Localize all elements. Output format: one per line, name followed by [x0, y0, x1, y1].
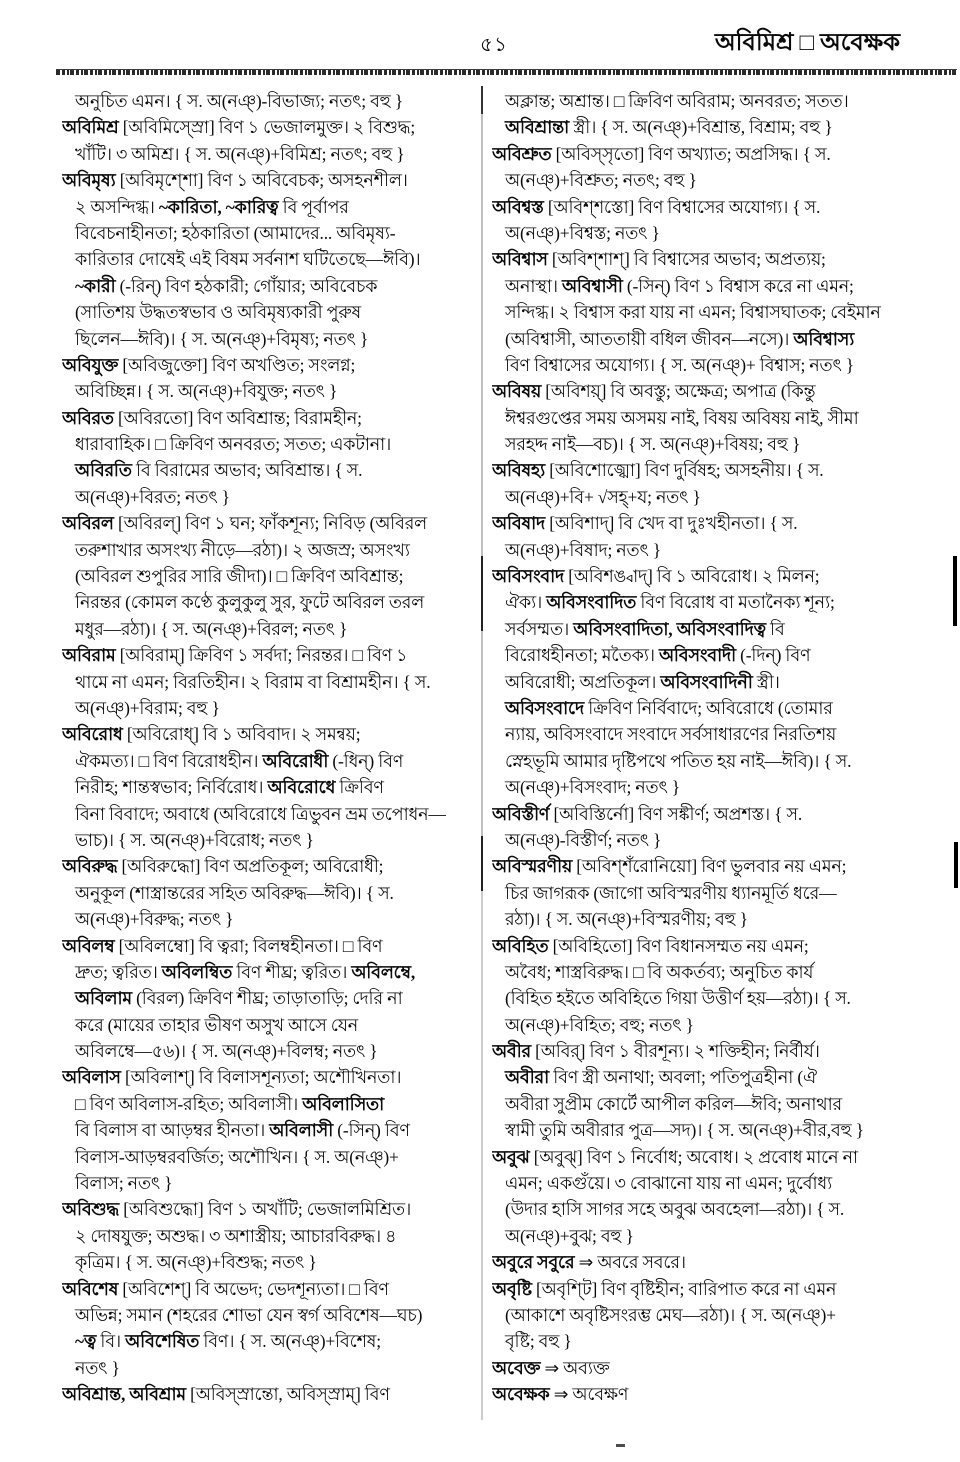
headword: অবিসংবাদ	[492, 566, 565, 587]
entry-text: [অবিজুক্তো] বিণ অখণ্ডিত; সংলগ্ন;	[118, 354, 356, 375]
entry-text: বিরোধহীনতা; মতৈক্য।	[505, 645, 659, 666]
entry-text: (আকাশে অবৃষ্টিসংরম্ভ মেঘ—রঠা)। { স. অ(নঞ্)+	[505, 1304, 836, 1325]
dictionary-line	[492, 299, 958, 325]
entry-text: অ(নঞ্)-বিস্তীর্ণ; নতৎ }	[505, 829, 662, 850]
headword: অবিলাসিতা	[302, 1093, 385, 1114]
headword: অবিলম্বে,	[351, 961, 416, 982]
entry-text: বিবেচনাহীনতা; হঠকারিতা (আমাদের... অবিমৃষ্য-	[75, 222, 396, 243]
headword: অবিশ্রান্তা	[505, 117, 570, 138]
entry-text: (বিহিত হইতে অবিহিতে গিয়া উত্তীর্ণ হয়—রঠা)। { স.	[505, 988, 851, 1009]
headword: অবিমিশ্র	[62, 117, 119, 138]
entry-text: (-ধিন্) বিণ	[328, 750, 404, 771]
headword: অবুরে সবুরে	[492, 1252, 575, 1273]
entry-text: [অবৃশ্টি] বিণ বৃষ্টিহীন; বারিপাত করে না এমন	[531, 1278, 837, 1299]
entry-text: অ(নঞ্)+বিরাম; বহু }	[75, 697, 220, 718]
entry-text: অ(নঞ্)+বুঝ; বহু }	[505, 1225, 634, 1246]
entry-text: থামে না এমন; বিরতিহীন। ২ বিরাম বা বিশ্রামহীন। { স.	[75, 671, 431, 692]
headword: অবিশ্রুত	[492, 143, 552, 164]
dictionary-line	[492, 114, 958, 140]
entry-text: সর্বসম্মত।	[505, 618, 574, 639]
entry-text: কৃত্রিম। { স. অ(নঞ্)+বিশুদ্ধ; নতৎ }	[75, 1252, 317, 1273]
dictionary-line	[492, 1355, 958, 1381]
entry-text: [অবিশঙ্বাদ্] বি ১ অবিরোধ। ২ মিলন;	[564, 566, 820, 587]
entry-text: বি	[765, 618, 785, 639]
headword: অবিস্তীর্ণ	[492, 803, 550, 824]
dictionary-line	[62, 616, 474, 642]
entry-text: রঠা)। { স. অ(নঞ্)+বিস্মরণীয়; বহু }	[505, 909, 748, 930]
entry-text: অনুচিত এমন। { স. অ(নঞ্)-বিভাজ্য; নতৎ; বহু }	[75, 91, 403, 111]
entry-text: (বিরল) ক্রিবিণ শীঘ্র; তাড়াতাড়ি; দেরি না	[131, 988, 403, 1009]
headword: অবিরোধী	[262, 750, 329, 771]
dictionary-line	[62, 1328, 474, 1354]
dictionary-line	[62, 273, 474, 299]
entry-text: (অবিশ্বাসী, আততায়ী বধিল জীবন—নসে)।	[505, 328, 794, 349]
dictionary-line	[492, 352, 958, 378]
dictionary-line	[492, 1012, 958, 1038]
dictionary-line	[492, 1223, 958, 1249]
entry-text: নতৎ }	[75, 1357, 120, 1378]
dictionary-line	[62, 1038, 474, 1064]
entry-text: ধারাবাহিক। □ ক্রিবিণ অনবরত; সতত; একটানা।	[75, 434, 392, 455]
column-divider	[481, 86, 483, 1420]
dictionary-line	[492, 378, 958, 404]
dictionary-line	[492, 880, 958, 906]
entry-text: [অবিশ্শাশ্] বি বিশ্বাসের অভাব; অপ্রত্যয়;	[547, 249, 826, 270]
headword: অবিস্মরণীয়	[492, 856, 573, 877]
headword: অবিশ্বাস	[492, 249, 548, 270]
entry-text: [অবিশুদ্ধো] বিণ ১ অখাঁটি; ভেজালমিশ্রিত।	[119, 1199, 412, 1220]
dictionary-line	[62, 985, 474, 1011]
entry-text: [অবিরোধ্] বি ১ অবিবাদ। ২ সমন্বয়;	[122, 724, 361, 745]
entry-text: [অবিমিস্স্রো] বিণ ১ ভেজালমুক্ত। ২ বিশুদ্ধ;	[118, 117, 415, 138]
headword: অবিশুদ্ধ	[62, 1199, 120, 1220]
entry-text: অ(নঞ্)+বিশ্রুত; নতৎ; বহু }	[505, 170, 697, 191]
entry-text: মধুর—রঠা)। { স. অ(নঞ্)+বিরল; নতৎ }	[75, 618, 348, 639]
scan-artifact	[953, 556, 957, 626]
entry-text: [অবিশোজ্ঝো] বিণ দুর্বিষহ; অসহনীয়। { স.	[545, 460, 824, 481]
dictionary-line	[492, 1302, 958, 1328]
entry-text: অবিচ্ছিন্ন। { স. অ(নঞ্)+বিযুক্ত; নতৎ }	[75, 381, 338, 402]
entry-text: অবিলম্বে—৫৬)। { স. অ(নঞ্)+বিলম্ব; নতৎ }	[75, 1041, 378, 1062]
entry-text: কারিতার দোষেই এই বিষম সর্বনাশ ঘটিতেছে—ঈবি)।	[75, 249, 421, 270]
entry-text: অভিন্ন; সমান (শহরের শোভা যেন স্বর্গ অবিশেষ—ঘচ)	[75, 1304, 423, 1325]
dictionary-line	[62, 748, 474, 774]
entry-text: অ(নঞ্)+বিহিত; বহু; নতৎ }	[505, 1014, 694, 1035]
entry-text: বিণ বিশ্বাসের অযোগ্য। { স. অ(নঞ্)+ বিশ্বাস; নতৎ }	[505, 354, 855, 375]
headword: অবিসংবাদিনী	[660, 671, 753, 692]
dictionary-line	[62, 1381, 474, 1407]
headword: অবিলম্ব	[62, 935, 115, 956]
dictionary-line	[62, 299, 474, 325]
dictionary-line	[62, 431, 474, 457]
entry-text: বি।	[96, 1331, 126, 1352]
headword: অবিরতি	[75, 460, 132, 481]
dictionary-line	[492, 959, 958, 985]
entry-text: [অবিলাশ্] বি বিলাসশূন্যতা; অশৌখিনতা।	[120, 1067, 402, 1088]
dictionary-line	[62, 484, 474, 510]
entry-text: ২ অসন্দিগ্ধ।	[75, 196, 159, 217]
dictionary-line	[492, 563, 958, 589]
headword: অবিশ্বাসী	[561, 275, 623, 296]
entry-text: অ(নঞ্)+বিষাদ; নতৎ }	[505, 539, 662, 560]
headword: অবিরোধে	[267, 777, 336, 798]
entry-text: ঈশ্বরগুপ্তের সময় অসময় নাই, বিষয় অবিষয় নাই, সীমা	[505, 407, 859, 428]
dictionary-line	[492, 721, 958, 747]
dictionary-line	[62, 1170, 474, 1196]
entry-text: অ(নঞ্)+বি+ √সহ্+য; নতৎ }	[505, 486, 701, 507]
entry-text: [অবিস্তির্নো] বিণ সঙ্কীর্ণ; অপ্রশস্ত। { স.	[549, 803, 803, 824]
headword: অবিশ্বাস্য	[793, 328, 855, 349]
entry-text: [অবিহিতো] বিণ বিধানসম্মত নয় এমন;	[548, 935, 809, 956]
entry-text: [অবিশ্শস্তো] বিণ বিশ্বাসের অযোগ্য। { স.	[543, 196, 821, 217]
entry-text: স্নেহভূমি আমার দৃষ্টিপথে পতিত হয় নাই—ঈবি)। { স.	[505, 750, 852, 771]
entry-text: ⇒ অবরে সবরে।	[574, 1252, 686, 1273]
entry-text: [অবিশয়্] বি অবস্তু; অক্ষেত্র; অপাত্র (কিন্তু	[541, 381, 816, 402]
entry-text: বি পূর্বাপর	[278, 196, 349, 217]
entry-text: (অবিরল শুপুরির সারি জীদা)। □ ক্রিবিণ অবিশ্রান্ত;	[75, 566, 404, 587]
dictionary-line	[62, 880, 474, 906]
dictionary-line	[62, 1196, 474, 1222]
dictionary-line	[492, 220, 958, 246]
entry-text: (-রিন্) বিণ হঠকারী; গোঁয়ার; অবিবেচক	[115, 275, 378, 296]
dictionary-line	[62, 246, 474, 272]
entry-text: বিলাস; নতৎ }	[75, 1173, 173, 1194]
column-left	[62, 88, 474, 1422]
entry-text: ন্যায়, অবিসংবাদে সংবাদে সর্বসাধারণের নিরতিশয়	[505, 724, 837, 745]
scan-artifact	[616, 1444, 625, 1447]
entry-text: বৃষ্টি; বহু }	[505, 1331, 572, 1352]
dictionary-line	[492, 933, 958, 959]
entry-text: স্বামী তুমি অবীরার পুত্র—সদ)। { স. অ(নঞ্)+বীর,বহু }	[505, 1120, 864, 1141]
dictionary-line	[492, 1381, 958, 1407]
dictionary-line	[62, 721, 474, 747]
entry-text: খাঁটি। ৩ অমিশ্র। { স. অ(নঞ্)+বিমিশ্র; নতৎ; বহু }	[75, 143, 405, 164]
entry-text: [অবিশ্শঁরোনিয়ো] বিণ ভুলবার নয় এমন;	[572, 856, 847, 877]
entry-text: [অবির্] বিণ ১ বীরশূন্য। ২ শক্তিহীন; নির্বীর্য।	[530, 1041, 820, 1062]
dictionary-line	[492, 1196, 958, 1222]
headword: ~কারিতা, ~কারিত্ব	[158, 196, 279, 217]
entry-text: □ বিণ অবিলাস-রহিত; অবিলাসী।	[75, 1093, 303, 1114]
entry-text: [অবিস্স্রান্তো, অবিস্স্রাম্] বিণ	[185, 1384, 390, 1405]
headword: অবেক্ষক	[492, 1384, 550, 1405]
headword: অবিরল	[62, 513, 114, 534]
entry-text: ২ দোষযুক্ত; অশুদ্ধ। ৩ অশাস্ত্রীয়; আচারবিরুদ্ধ। ৪	[75, 1225, 397, 1246]
dictionary-line	[62, 563, 474, 589]
dictionary-line	[492, 537, 958, 563]
dictionary-line	[492, 853, 958, 879]
entry-text: নিরন্তর (কোমল কণ্ঠে কুলুকুলু সুর, ফুটে অবিরল তরল	[75, 592, 425, 613]
entry-text: বিণ বিরোধ বা মতানৈক্য শূন্য;	[636, 592, 835, 613]
dictionary-line	[492, 273, 958, 299]
headword: অবিরোধ	[62, 724, 123, 745]
headword: অবিরাম	[62, 645, 116, 666]
headword: ~ত্ব	[75, 1331, 97, 1352]
headword: অবিশেষিত	[125, 1331, 200, 1352]
dictionary-line	[62, 695, 474, 721]
dictionary-line	[492, 246, 958, 272]
entry-text: অ(নঞ্)+বিরত; নতৎ }	[75, 486, 230, 507]
dictionary-line	[492, 1117, 958, 1143]
entry-text: বিণ শীঘ্র; ত্বরিত।	[232, 961, 352, 982]
entry-text: স্ত্রী। { স. অ(নঞ্)+বিশ্রান্ত, বিশ্রাম; বহু }	[569, 117, 833, 138]
entry-text: এমন; একগুঁয়ে। ৩ বোঝানো যায় না এমন; দুর্বোধ্য	[505, 1173, 833, 1194]
entry-text: অবিরোধী; অপ্রতিকূল।	[505, 671, 661, 692]
dictionary-line	[62, 642, 474, 668]
entry-text: (উদার হাসি সাগর সহে অবুঝ অবহেলা—রঠা)। { স.	[505, 1199, 845, 1220]
dictionary-line	[492, 616, 958, 642]
dictionary-line	[492, 695, 958, 721]
entry-text: দ্রুত; ত্বরিত।	[75, 961, 162, 982]
entry-text: ঐকমত্য। □ বিণ বিরোধহীন।	[75, 750, 263, 771]
dictionary-line	[62, 194, 474, 220]
headword: অবিহিত	[492, 935, 549, 956]
headword: অবিলম্বিত	[161, 961, 233, 982]
dictionary-line	[492, 167, 958, 193]
dictionary-line	[62, 853, 474, 879]
dictionary-line	[62, 959, 474, 985]
dictionary-line	[62, 906, 474, 932]
entry-text: ⇒ অবেক্ষণ	[549, 1384, 629, 1405]
dictionary-line	[62, 1117, 474, 1143]
page-number: ৫১	[480, 34, 508, 56]
headword: অবিসংবাদে	[505, 697, 585, 718]
dictionary-line	[62, 114, 474, 140]
entry-text: (-সিন্) বিণ ১ বিশ্বাস করে না এমন;	[622, 275, 854, 296]
dictionary-line	[62, 88, 474, 114]
dictionary-line	[492, 1144, 958, 1170]
headword: অবিযুক্ত	[62, 354, 119, 375]
dictionary-line	[492, 589, 958, 615]
entry-text: অ(নঞ্)+বিসংবাদ; নতৎ }	[505, 777, 680, 798]
dictionary-line	[62, 457, 474, 483]
entry-text: অক্লান্ত; অশ্রান্ত। □ ক্রিবিণ অবিরাম; অনবরত; সতত।	[505, 91, 849, 111]
entry-text: বিলাস-আড়ম্বরবর্জিত; অশৌখিন। { স. অ(নঞ্)+	[75, 1146, 399, 1167]
entry-text: [অবিরাম্] ক্রিবিণ ১ সর্বদা; নিরন্তর। □ বিণ ১	[115, 645, 408, 666]
entry-text: [অবিরুদ্ধো] বিণ অপ্রতিকূল; অবিরোধী;	[117, 856, 384, 877]
dictionary-line	[62, 827, 474, 853]
entry-text: [অবিস্সৃতো] বিণ অখ্যাত; অপ্রসিদ্ধ। { স.	[551, 143, 831, 164]
headword: অবিলাস	[62, 1067, 121, 1088]
entry-text: বি বিরামের অভাব; অবিশ্রান্ত। { স.	[131, 460, 363, 481]
dictionary-line	[62, 1223, 474, 1249]
dictionary-line	[492, 1038, 958, 1064]
headword: অবিশ্বস্ত	[492, 196, 544, 217]
entry-text: তরুশাখার অসংখ্য নীড়ে—রঠা)। ২ অজস্র; অসংখ্য	[75, 539, 410, 560]
dictionary-line	[492, 669, 958, 695]
dictionary-line	[492, 405, 958, 431]
entry-text: স্ত্রী।	[752, 671, 780, 692]
dictionary-line	[492, 1091, 958, 1117]
entry-text: নিরীহ; শান্তস্বভাব; নির্বিরোধ।	[75, 777, 268, 798]
entry-text: ক্রিবিণ নির্বিবাদে; অবিরোধে (তোমার	[584, 697, 833, 718]
entry-text: সন্দিগ্ধ। ২ বিশ্বাস করা যায় না এমন; বিশ্বাসঘাতক; বেইমান	[505, 302, 881, 323]
dictionary-line	[492, 510, 958, 536]
dictionary-line	[62, 220, 474, 246]
dictionary-line	[62, 378, 474, 404]
dictionary-line	[62, 1064, 474, 1090]
headword: অবিশ্রান্ত, অবিশ্রাম	[62, 1384, 186, 1405]
entry-text: (-সিন্) বিণ	[333, 1120, 410, 1141]
headword: অবিলাম	[75, 988, 132, 1009]
headword: অবিষাদ	[492, 513, 546, 534]
dictionary-line	[62, 1249, 474, 1275]
column-right	[492, 88, 958, 1422]
dictionary-line	[62, 589, 474, 615]
dictionary-line	[492, 1249, 958, 1275]
dictionary-line	[492, 801, 958, 827]
header-rule	[56, 69, 957, 75]
dictionary-line	[492, 1276, 958, 1302]
dictionary-line	[492, 141, 958, 167]
guide-words: অবিমিশ্র □ অবেক্ষক	[714, 30, 900, 56]
entry-text: [অবিমৃশ্শো] বিণ ১ অবিবেচক; অসহনশীল।	[115, 170, 408, 191]
entry-text: অনাস্থা।	[505, 275, 562, 296]
dictionary-line	[62, 774, 474, 800]
dictionary-line	[492, 1170, 958, 1196]
headword: অবুঝ	[492, 1146, 530, 1167]
dictionary-line	[492, 774, 958, 800]
entry-text: অবৈধ; শাস্ত্রবিরুদ্ধ। □ বি অকর্তব্য; অনুচিত কার্য	[505, 961, 814, 982]
entry-text: ক্রিবিণ	[335, 777, 384, 798]
dictionary-line	[492, 827, 958, 853]
dictionary-line	[62, 801, 474, 827]
dictionary-line	[62, 669, 474, 695]
dictionary-line	[492, 326, 958, 352]
dictionary-line	[62, 1302, 474, 1328]
dictionary-line	[62, 1012, 474, 1038]
scan-artifact	[954, 842, 958, 888]
headword: অবীর	[492, 1041, 531, 1062]
entry-text: [অবিরতো] বিণ অবিশ্রান্ত; বিরামহীন;	[113, 407, 362, 428]
headword: অবেক্ত	[492, 1357, 541, 1378]
entry-text: অ(নঞ্)+বিরুদ্ধ; নতৎ }	[75, 909, 234, 930]
entry-text: [অবিরল্] বিণ ১ ঘন; ফাঁকশূন্য; নিবিড় (অবিরল	[113, 513, 427, 534]
entry-text: [অবিলম্বো] বি ত্বরা; বিলম্বহীনতা। □ বিণ	[114, 935, 383, 956]
entry-text: ছিলেন—ঈবি)। { স. অ(নঞ্)+বিমৃষ্য; নতৎ }	[75, 328, 369, 349]
dictionary-line	[492, 906, 958, 932]
headword: অবিমৃষ্য	[62, 170, 116, 191]
dictionary-line	[62, 326, 474, 352]
dictionary-line	[492, 642, 958, 668]
entry-text: অবীরা সুপ্রীম কোর্টে আপীল করিল—ঈবি; অনাথার	[505, 1093, 842, 1114]
entry-text: [অবুঝ্] বিণ ১ নির্বোধ; অবোধ। ২ প্রবোধ মানে না	[529, 1146, 858, 1167]
entry-text: (-দিন্) বিণ	[735, 645, 811, 666]
headword: অবিসংবাদিত	[546, 592, 637, 613]
dictionary-line	[62, 537, 474, 563]
dictionary-line	[492, 985, 958, 1011]
dictionary-line	[62, 1144, 474, 1170]
headword: অবীরা	[505, 1067, 550, 1088]
headword: অবিষহ্য	[492, 460, 546, 481]
headword: অবিরুদ্ধ	[62, 856, 118, 877]
headword: ~কারী	[75, 275, 116, 296]
entry-text: [অবিশাদ্] বি খেদ বা দুঃখহীনতা। { স.	[545, 513, 798, 534]
dictionary-line	[492, 748, 958, 774]
dictionary-line	[62, 141, 474, 167]
entry-text: সরহদ্দ নাই—বচ)। { স. অ(নঞ্)+বিষয়; বহু }	[505, 434, 801, 455]
entry-text: অনুকূল (শাস্ত্রান্তরের সহিত অবিরুদ্ধ—ঈবি)। { স.	[75, 882, 394, 903]
entry-text: ঐক্য।	[505, 592, 547, 613]
headword: অবৃষ্টি	[492, 1278, 532, 1299]
dictionary-line	[62, 405, 474, 431]
dictionary-line	[62, 1091, 474, 1117]
dictionary-line	[492, 457, 958, 483]
headword: অবিসংবাদী	[658, 645, 736, 666]
dictionary-line	[62, 1355, 474, 1381]
headword: অবিষয়	[492, 381, 542, 402]
headword: অবিশেষ	[62, 1278, 119, 1299]
dictionary-line	[492, 484, 958, 510]
entry-text: ⇒ অব্যক্ত	[540, 1357, 610, 1378]
dictionary-line	[492, 88, 958, 114]
dictionary-line	[492, 194, 958, 220]
entry-text: বিণ স্ত্রী অনাথা; অবলা; পতিপুত্রহীনা (ঐ	[549, 1067, 817, 1088]
dictionary-line	[62, 1276, 474, 1302]
entry-text: বি বিলাস বা আড়ম্বর হীনতা।	[75, 1120, 270, 1141]
headword: অবিসংবাদিতা, অবিসংবাদিত্ব	[573, 618, 766, 639]
entry-text: [অবিশেশ্] বি অভেদ; ভেদশূন্যতা। □ বিণ	[118, 1278, 389, 1299]
entry-text: বিণ। { স. অ(নঞ্)+বিশেষ;	[199, 1331, 381, 1352]
dictionary-line	[62, 352, 474, 378]
dictionary-line	[492, 431, 958, 457]
dictionary-line	[492, 1064, 958, 1090]
dictionary-line	[62, 167, 474, 193]
entry-text: ভাচ)। { স. অ(নঞ্)+বিরোধ; নতৎ }	[75, 829, 314, 850]
entry-text: বিনা বিবাদে; অবাধে (অবিরোধে ত্রিভুবন ভ্রম তপোধন—	[75, 803, 446, 824]
entry-text: অ(নঞ্)+বিশ্বস্ত; নতৎ }	[505, 222, 660, 243]
dictionary-line	[62, 510, 474, 536]
headword: অবিলাসী	[269, 1120, 334, 1141]
entry-text: চির জাগরূক (জাগো অবিস্মরণীয় ধ্যানমূর্তি ধরে—	[505, 882, 837, 903]
dictionary-line	[62, 933, 474, 959]
headword: অবিরত	[62, 407, 114, 428]
entry-text: (সাতিশয় উদ্ধতস্বভাব ও অবিমৃষ্যকারী পুরুষ	[75, 302, 361, 323]
dictionary-line	[492, 1328, 958, 1354]
entry-text: করে (মায়ের তাহার ভীষণ অসুখ আসে যেন	[75, 1014, 358, 1035]
